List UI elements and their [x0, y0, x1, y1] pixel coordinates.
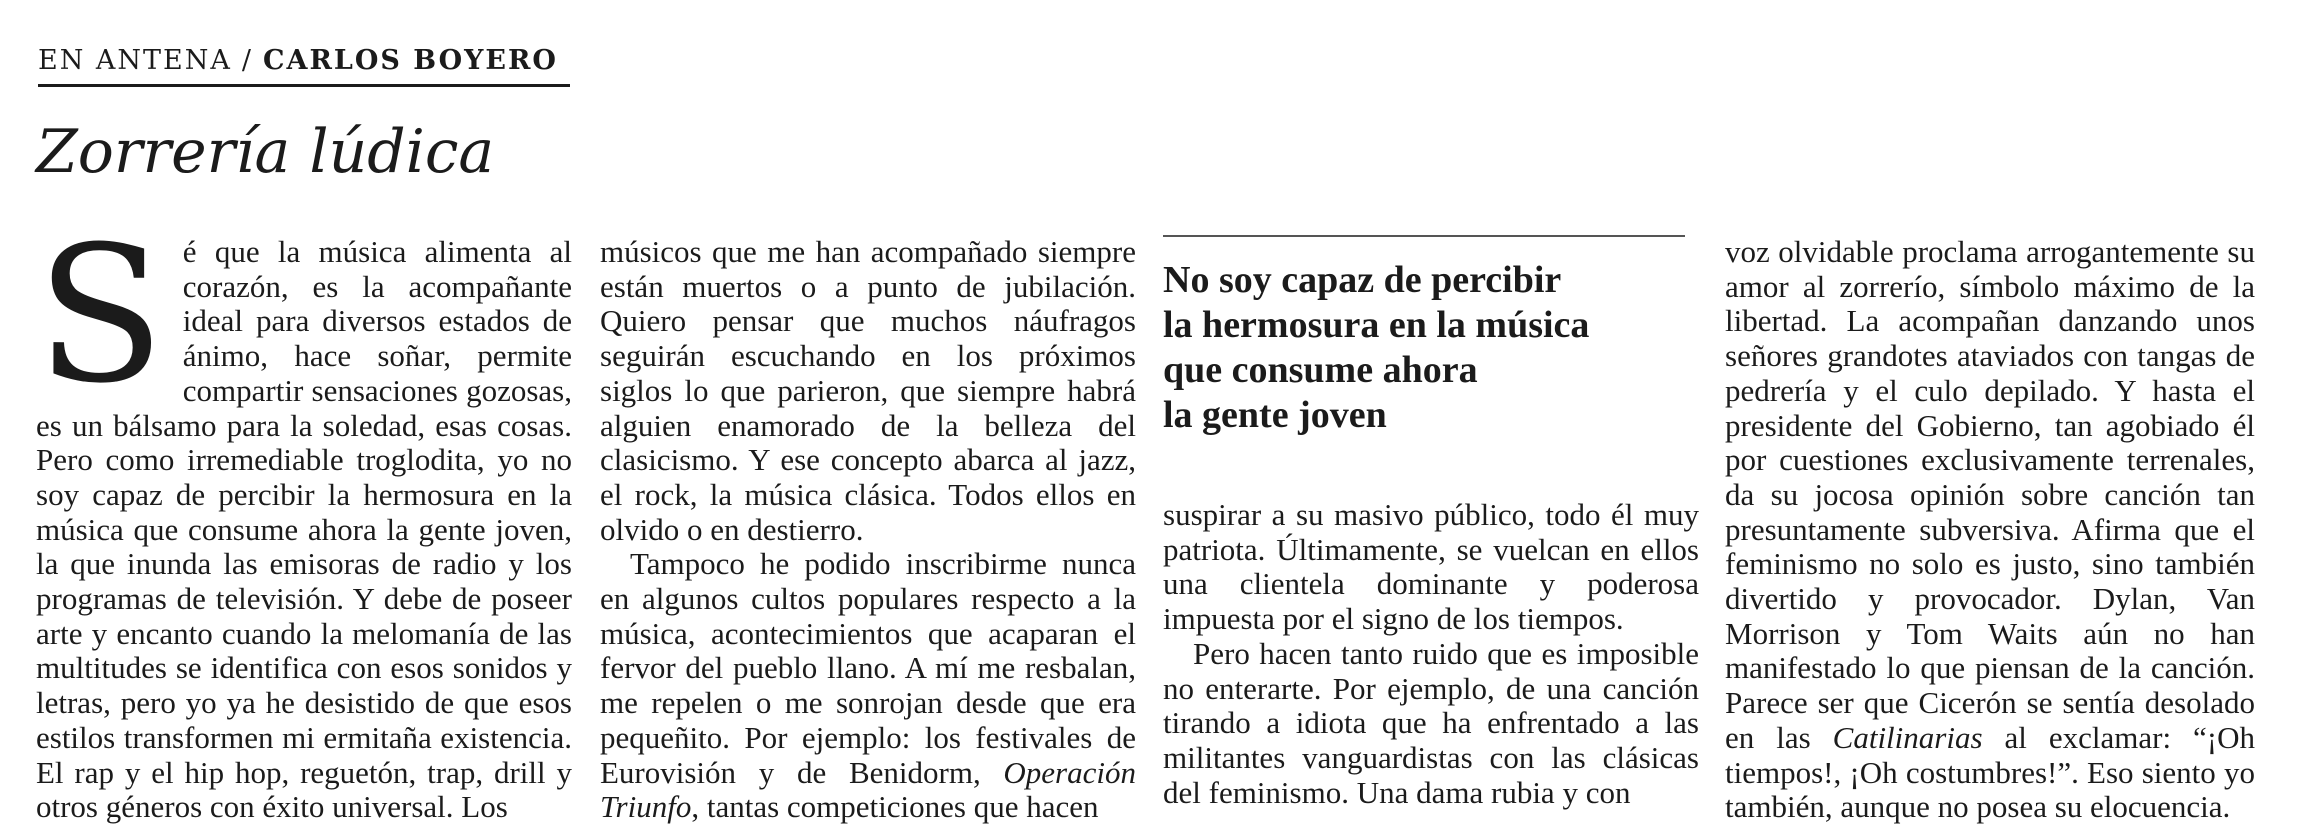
pull-quote-line: que consume ahora: [1163, 349, 1478, 391]
section-label: EN ANTENA: [38, 45, 232, 76]
paragraph: músicos que me han acompañado siempre están muertos o a punto de jubilación. Quiero pensar que muchos náufragos seguirán escuchando en los próximos siglos lo que parieron, que siempre habrá alguien enamorado de la belleza del clasicismo. Y ese concepto abarca al jazz, el rock, la música clásica. Todos ellos en olvido o en destierro.: [600, 234, 1136, 547]
paragraph-text: é que la música alimenta al corazón, es la acompañante ideal para diversos estados de ánimo, hace soñar, permite compartir sensaciones gozosas, es un bálsamo para la soledad, esas cosas. Pero como irremediable troglodita, yo no soy capaz de percibir la hermosura en la música que consume ahora la gente joven, la que inunda las emisoras de radio y los programas de televisión. Y debe de poseer arte y encanto cuando la melomanía de las multitudes se identifica con esos sonidos y letras, pero yo ya he desistido de que esos estilos transformen mi ermitaña existencia. El rap y el hip hop, reguetón, trap, drill y otros géneros con éxito universal. Los: [36, 234, 572, 825]
article-column-2: [600, 235, 1136, 825]
article-column-3: [1163, 498, 1699, 810]
section-header: [38, 42, 570, 87]
header-separator: /: [241, 45, 253, 76]
article-column-4: [1725, 235, 2255, 825]
author-name: CARLOS BOYERO: [263, 45, 558, 76]
article-title: Zorrería lúdica: [36, 117, 495, 187]
article-column-1: [36, 206, 572, 825]
paragraph-text: , tantas competiciones que hacen: [691, 789, 1099, 825]
pull-quote-line: la gente joven: [1163, 394, 1387, 436]
paragraph: Pero hacen tanto ruido que es imposible no enterarte. Por ejemplo, de una canción tirando a idiota que ha enfrentado a las militantes vanguardistas con las clásicas del feminismo. Una dama rubia y con: [1163, 635, 1699, 810]
italic-title: Operación Triunfo: [600, 754, 1136, 825]
italic-title: Catilinarias: [1832, 719, 1983, 755]
paragraph-text: voz olvidable proclama arrogantemente su amor al zorrerío, símbolo máximo de la libertad. La acompañan danzando unos señores grandotes ataviados con tangas de pedrería y el culo depilado. Y hasta el presidente del Gobierno, tan agobiado él por cuestiones exclusivamente terrenales, da su jocosa opinión sobre canción tan presuntamente subversiva. Afirma que el feminismo no solo es justo, sino también divertido y provocador. Dylan, Van Morrison y Tom Waits aún no han manifestado lo que piensan de la canción. Parece ser que Cicerón se sentía desolado en las: [1725, 234, 2255, 755]
paragraph: suspirar a su masivo público, todo él muy patriota. Últimamente, se vuelcan en ellos una clientela dominante y poderosa impuesta por el signo de los tiempos.: [1163, 497, 1699, 637]
paragraph-text: al exclamar: “¡Oh tiempos!, ¡Oh costumbres!”. Eso siento yo también, aunque no posea su elocuencia.: [1725, 719, 2255, 825]
paragraph: [600, 547, 1136, 825]
paragraph: [36, 206, 572, 825]
pull-quote-line: No soy capaz de percibir: [1163, 259, 1562, 301]
pull-quote: [1163, 258, 1699, 438]
paragraph: [1725, 235, 2255, 825]
paragraph-text: Tampoco he podido inscribirme nunca en algunos cultos populares respecto a la música, acontecimientos que acaparan el fervor del pueblo llano. A mí me resbalan, me repelen o me sonrojan desde que era pequeñito. Por ejemplo: los festivales de Eurovisión y de Benidorm,: [600, 546, 1136, 790]
pull-quote-rule: [1163, 235, 1685, 237]
drop-cap: S: [36, 206, 165, 425]
pull-quote-line: la hermosura en la música: [1163, 304, 1590, 346]
